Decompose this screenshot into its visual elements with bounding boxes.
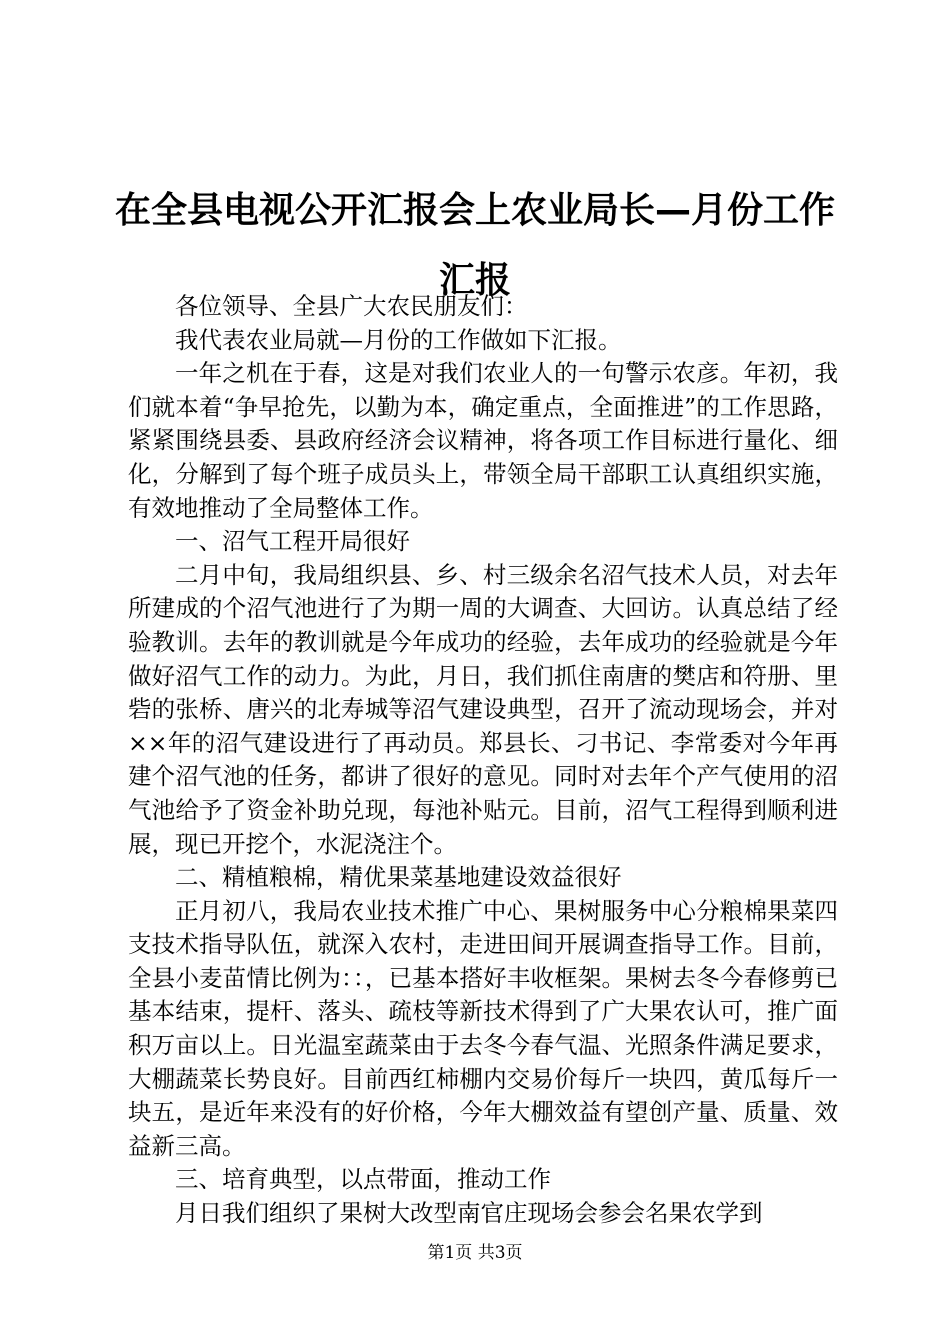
paragraph-salutation: 各位领导、全县广大农民朋友们： [175,292,528,320]
document-title: 在全县电视公开汇报会上农业局长—月份工作汇报 [114,190,835,301]
section-heading-2: 二、精植粮棉，精优果菜基地建设效益很好 [175,863,622,892]
document-body [128,290,838,1231]
paragraph-section-1: 二月中旬，我局组织县、乡、村三级余名沼气技术人员，对去年所建成的个沼气池进行了为期一周的大调查、大回访。认真总结了经验教训。去年的教训就是今年成功的经验，去年成功的经验就是今年做好沼气工作的动力。为此，月日，我们抓住南唐的樊店和符册、里砦的张桥、唐兴的北寿城等沼气建设典型，召开了流动现场会，并对××年的沼气建设进行了再动员。郑县长、刁书记、李常委对今年再建个沼气池的任务，都讲了很好的意见。同时对去年个产气使用的沼气池给予了资金补助兑现，每池补贴元。目前，沼气工程得到顺利进展，现已开挖个，水泥浇注个。 [128,560,838,858]
paragraph-section-2: 正月初八，我局农业技术推广中心、果树服务中心分粮棉果菜四支技术指导队伍，就深入农村，走进田间开展调查指导工作。目前，全县小麦苗情比例为：：，已基本搭好丰收框架。果树去冬今春修剪已基本结束，提杆、落头、疏枝等新技术得到了广大果农认可，推广面积万亩以上。日光温室蔬菜由于去冬今春气温、光照条件满足要求，大棚蔬菜长势良好。目前西红柿棚内交易价每斤一块四，黄瓜每斤一块五，是近年来没有的好价格，今年大棚效益有望创产量、质量、效益新三高。 [128,896,838,1160]
paragraph-overview: 一年之机在于春，这是对我们农业人的一句警示农彦。年初，我们就本着“争早抢先，以勤为本，确定重点，全面推进”的工作思路，紧紧围绕县委、县政府经济会议精神，将各项工作目标进行量化、细化，分解到了每个班子成员头上，带领全局干部职工认真组织实施，有效地推动了全局整体工作。 [128,359,838,522]
paragraph-intro: 我代表农业局就—月份的工作做如下汇报。 [175,325,622,354]
paragraph-section-3: 月日我们组织了果树大改型南官庄现场会参会名果农学到 [175,1199,763,1228]
section-heading-1: 一、沼气工程开局很好 [175,527,410,556]
section-heading-3: 三、培育典型，以点带面，推动工作 [175,1165,551,1194]
page-number-footer: 第1页 共3页 [427,1243,523,1263]
